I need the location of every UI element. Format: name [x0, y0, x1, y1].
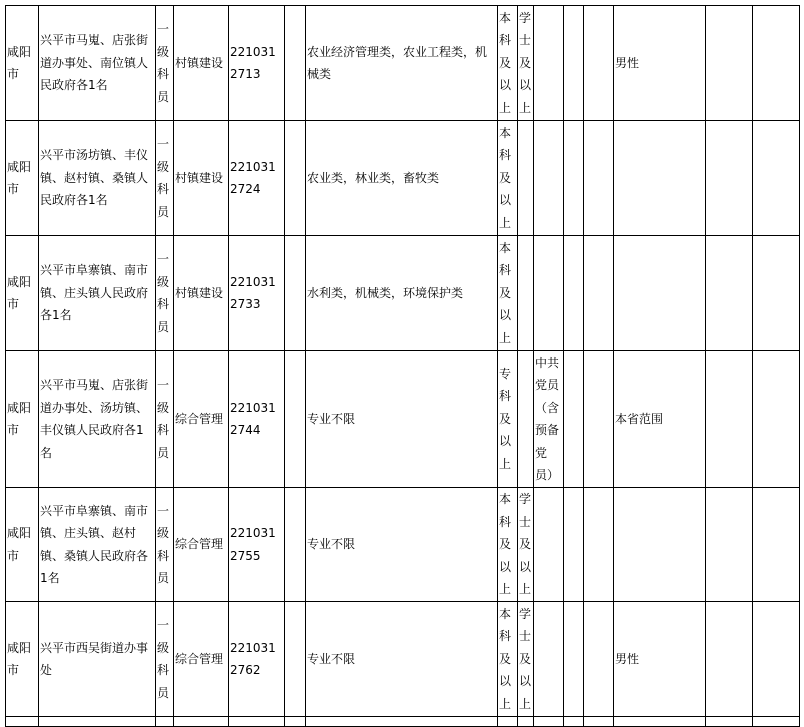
unit-cell: 兴平市西吴街道办事处	[39, 602, 156, 717]
code-cell: 2210312744	[229, 351, 285, 488]
table-row	[6, 121, 800, 236]
blank-cell	[706, 121, 753, 236]
blank-cell	[753, 488, 800, 602]
unit-cell: 兴平市阜寨镇、南市镇、庄头镇人民政府各1名	[39, 236, 156, 351]
unit-cell: 兴平市马嵬、店张街道办事处、汤坊镇、丰仪镇人民政府各1名	[39, 351, 156, 488]
politics-cell: 中共党员（含预备党员）	[534, 351, 564, 488]
table-row	[6, 351, 800, 488]
blank-cell	[518, 717, 534, 727]
position-cell: 综合管理	[174, 351, 229, 488]
table-row	[6, 602, 800, 717]
other-cell: 本省范围	[614, 351, 706, 488]
blank-cell	[498, 717, 518, 727]
city-cell: 咸阳市	[6, 6, 39, 121]
education-cell: 本科及以上	[498, 6, 518, 121]
table-row	[6, 717, 800, 727]
blank-cell	[706, 351, 753, 488]
position-cell: 村镇建设	[174, 6, 229, 121]
code-cell: 2210312733	[229, 236, 285, 351]
blank-cell	[706, 236, 753, 351]
position-cell: 村镇建设	[174, 236, 229, 351]
blank-cell	[753, 6, 800, 121]
blank-cell	[706, 488, 753, 602]
code-cell: 2210312713	[229, 6, 285, 121]
blank-cell	[534, 717, 564, 727]
blank-cell	[584, 121, 614, 236]
position-cell: 综合管理	[174, 488, 229, 602]
major-cell: 农业经济管理类，农业工程类，机械类	[306, 6, 498, 121]
blank-cell	[564, 488, 584, 602]
other-cell	[614, 236, 706, 351]
rank-cell: 一级科员	[156, 351, 174, 488]
blank-cell	[285, 121, 306, 236]
recruitment-table	[5, 5, 800, 727]
city-cell: 咸阳市	[6, 351, 39, 488]
rank-cell: 一级科员	[156, 6, 174, 121]
blank-cell	[285, 351, 306, 488]
blank-cell	[229, 717, 285, 727]
blank-cell	[564, 121, 584, 236]
unit-cell: 兴平市汤坊镇、丰仪镇、赵村镇、桑镇人民政府各1名	[39, 121, 156, 236]
city-cell: 咸阳市	[6, 236, 39, 351]
blank-cell	[285, 717, 306, 727]
rank-cell: 一级科员	[156, 121, 174, 236]
city-cell: 咸阳市	[6, 121, 39, 236]
major-cell: 水利类，机械类，环境保护类	[306, 236, 498, 351]
major-cell: 农业类，林业类，畜牧类	[306, 121, 498, 236]
degree-cell: 学士及以上	[518, 602, 534, 717]
education-cell: 专科及以上	[498, 351, 518, 488]
rank-cell: 一级科员	[156, 488, 174, 602]
degree-cell: 学士及以上	[518, 6, 534, 121]
blank-cell	[753, 351, 800, 488]
major-cell: 专业不限	[306, 602, 498, 717]
table-row	[6, 488, 800, 602]
blank-cell	[174, 717, 229, 727]
blank-cell	[584, 488, 614, 602]
position-cell: 村镇建设	[174, 121, 229, 236]
politics-cell	[534, 121, 564, 236]
blank-cell	[306, 717, 498, 727]
blank-cell	[584, 602, 614, 717]
unit-cell: 兴平市马嵬、店张街道办事处、南位镇人民政府各1名	[39, 6, 156, 121]
city-cell: 咸阳市	[6, 602, 39, 717]
education-cell: 本科及以上	[498, 236, 518, 351]
politics-cell	[534, 488, 564, 602]
code-cell: 2210312762	[229, 602, 285, 717]
blank-cell	[564, 6, 584, 121]
unit-cell: 兴平市阜寨镇、南市镇、庄头镇、赵村镇、桑镇人民政府各1名	[39, 488, 156, 602]
blank-cell	[706, 6, 753, 121]
major-cell: 专业不限	[306, 488, 498, 602]
code-cell: 2210312724	[229, 121, 285, 236]
education-cell: 本科及以上	[498, 602, 518, 717]
city-cell: 咸阳市	[6, 488, 39, 602]
politics-cell	[534, 236, 564, 351]
blank-cell	[753, 602, 800, 717]
blank-cell	[584, 351, 614, 488]
blank-cell	[584, 717, 614, 727]
degree-cell	[518, 236, 534, 351]
degree-cell: 学士及以上	[518, 488, 534, 602]
blank-cell	[285, 602, 306, 717]
major-cell: 专业不限	[306, 351, 498, 488]
blank-cell	[285, 488, 306, 602]
rank-cell: 一级科员	[156, 602, 174, 717]
other-cell: 男性	[614, 6, 706, 121]
politics-cell	[534, 6, 564, 121]
position-cell: 综合管理	[174, 602, 229, 717]
blank-cell	[564, 351, 584, 488]
blank-cell	[706, 717, 753, 727]
other-cell	[614, 121, 706, 236]
blank-cell	[564, 717, 584, 727]
blank-cell	[6, 717, 39, 727]
education-cell: 本科及以上	[498, 121, 518, 236]
table-row	[6, 6, 800, 121]
blank-cell	[753, 121, 800, 236]
blank-cell	[564, 236, 584, 351]
blank-cell	[753, 236, 800, 351]
code-cell: 2210312755	[229, 488, 285, 602]
other-cell	[614, 488, 706, 602]
politics-cell	[534, 602, 564, 717]
blank-cell	[584, 236, 614, 351]
blank-cell	[584, 6, 614, 121]
other-cell: 男性	[614, 602, 706, 717]
blank-cell	[285, 236, 306, 351]
blank-cell	[614, 717, 706, 727]
blank-cell	[564, 602, 584, 717]
blank-cell	[39, 717, 156, 727]
blank-cell	[156, 717, 174, 727]
blank-cell	[753, 717, 800, 727]
blank-cell	[706, 602, 753, 717]
blank-cell	[285, 6, 306, 121]
table-row	[6, 236, 800, 351]
degree-cell	[518, 121, 534, 236]
degree-cell	[518, 351, 534, 488]
education-cell: 本科及以上	[498, 488, 518, 602]
rank-cell: 一级科员	[156, 236, 174, 351]
